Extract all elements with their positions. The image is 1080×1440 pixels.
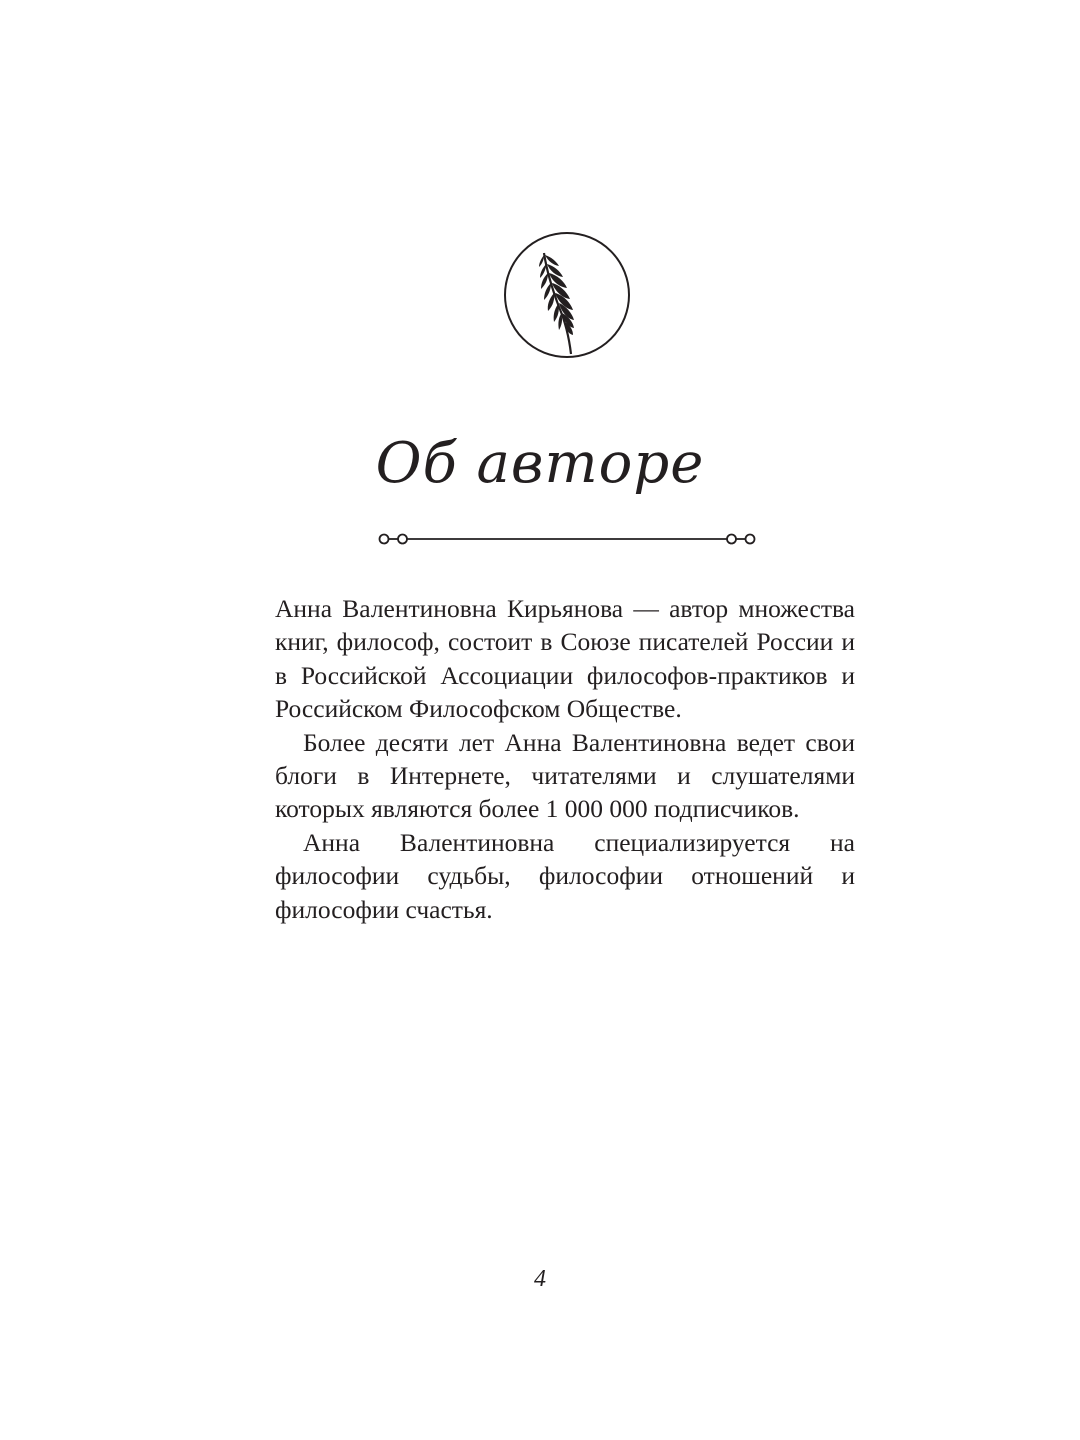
- bio-paragraph-2: Более десяти лет Анна Валентиновна ведет свои блоги в Интернете, читателями и слушателями которых являются более 1 000 000 подписчиков.: [275, 727, 855, 824]
- leaf-emblem-icon: [503, 231, 631, 359]
- page-number: 4: [534, 1266, 546, 1292]
- bio-paragraph-1: Анна Валентиновна Кирьянова — автор множества книг, философ, состоит в Союзе писателей России и в Российской Ассоциации философов-практиков и Российском Философском Обществе.: [275, 594, 855, 724]
- author-bio: [275, 592, 855, 926]
- ornamental-divider-icon: [376, 531, 758, 547]
- bio-paragraph-3: Анна Валентиновна специализируется на философии судьбы, философии отношений и философии счастья.: [275, 827, 855, 924]
- page-title: Об авторе: [375, 431, 705, 496]
